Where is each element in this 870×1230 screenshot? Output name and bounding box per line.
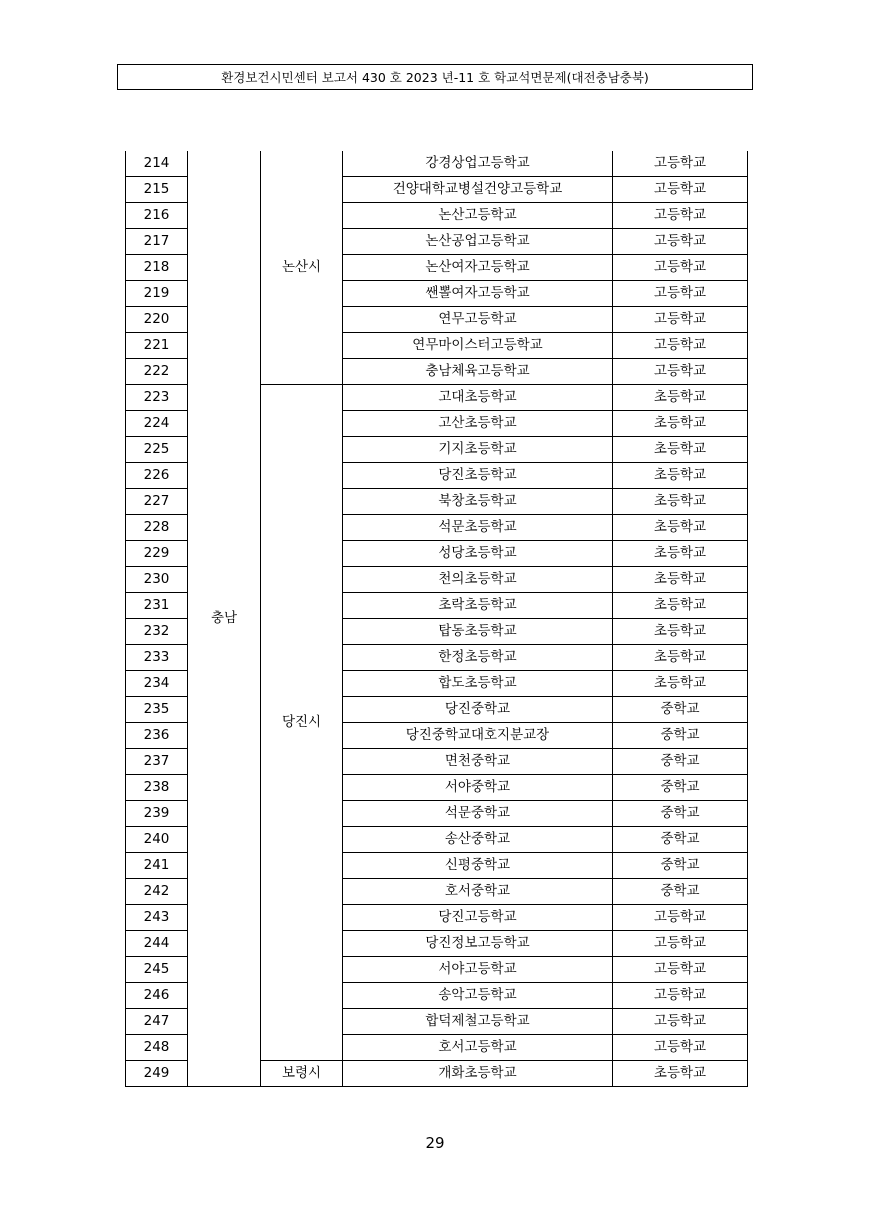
row-number-cell: 237 xyxy=(126,749,188,775)
school-type-cell: 고등학교 xyxy=(613,1009,748,1035)
school-type-cell: 고등학교 xyxy=(613,983,748,1009)
school-type-cell: 고등학교 xyxy=(613,359,748,385)
school-name-cell: 당진중학교대호지분교장 xyxy=(343,723,613,749)
row-number-cell: 230 xyxy=(126,567,188,593)
city-cell: 보령시 xyxy=(261,1061,343,1087)
row-number-cell: 219 xyxy=(126,281,188,307)
school-name-cell: 석문중학교 xyxy=(343,801,613,827)
school-name-cell: 합도초등학교 xyxy=(343,671,613,697)
school-name-cell: 탑동초등학교 xyxy=(343,619,613,645)
province-cell: 충남 xyxy=(188,151,261,1087)
school-name-cell: 초락초등학교 xyxy=(343,593,613,619)
row-number-cell: 222 xyxy=(126,359,188,385)
school-name-cell: 석문초등학교 xyxy=(343,515,613,541)
school-type-cell: 고등학교 xyxy=(613,957,748,983)
school-type-cell: 초등학교 xyxy=(613,515,748,541)
row-number-cell: 217 xyxy=(126,229,188,255)
school-type-cell: 고등학교 xyxy=(613,281,748,307)
school-type-cell: 초등학교 xyxy=(613,567,748,593)
city-cell: 논산시 xyxy=(261,151,343,385)
school-name-cell: 성당초등학교 xyxy=(343,541,613,567)
school-type-cell: 초등학교 xyxy=(613,411,748,437)
row-number-cell: 245 xyxy=(126,957,188,983)
school-type-cell: 중학교 xyxy=(613,749,748,775)
school-name-cell: 당진초등학교 xyxy=(343,463,613,489)
row-number-cell: 234 xyxy=(126,671,188,697)
page-number: 29 xyxy=(425,1134,445,1152)
row-number-cell: 246 xyxy=(126,983,188,1009)
school-type-cell: 초등학교 xyxy=(613,619,748,645)
report-header xyxy=(117,64,753,90)
school-name-cell: 송산중학교 xyxy=(343,827,613,853)
school-name-cell: 당진정보고등학교 xyxy=(343,931,613,957)
row-number-cell: 229 xyxy=(126,541,188,567)
school-type-cell: 고등학교 xyxy=(613,177,748,203)
row-number-cell: 228 xyxy=(126,515,188,541)
school-name-cell: 호서고등학교 xyxy=(343,1035,613,1061)
school-name-cell: 신평중학교 xyxy=(343,853,613,879)
school-type-cell: 고등학교 xyxy=(613,255,748,281)
school-type-cell: 초등학교 xyxy=(613,645,748,671)
school-type-cell: 고등학교 xyxy=(613,307,748,333)
school-type-cell: 초등학교 xyxy=(613,541,748,567)
school-name-cell: 충남체육고등학교 xyxy=(343,359,613,385)
school-name-cell: 개화초등학교 xyxy=(343,1061,613,1087)
row-number-cell: 244 xyxy=(126,931,188,957)
school-name-cell: 천의초등학교 xyxy=(343,567,613,593)
row-number-cell: 239 xyxy=(126,801,188,827)
row-number-cell: 243 xyxy=(126,905,188,931)
school-type-cell: 초등학교 xyxy=(613,671,748,697)
school-type-cell: 고등학교 xyxy=(613,203,748,229)
school-name-cell: 송악고등학교 xyxy=(343,983,613,1009)
row-number-cell: 227 xyxy=(126,489,188,515)
school-type-cell: 초등학교 xyxy=(613,489,748,515)
school-type-cell: 고등학교 xyxy=(613,1035,748,1061)
school-type-cell: 고등학교 xyxy=(613,151,748,177)
row-number-cell: 225 xyxy=(126,437,188,463)
school-name-cell: 연무고등학교 xyxy=(343,307,613,333)
row-number-cell: 242 xyxy=(126,879,188,905)
row-number-cell: 241 xyxy=(126,853,188,879)
row-number-cell: 214 xyxy=(126,151,188,177)
school-type-cell: 고등학교 xyxy=(613,229,748,255)
school-name-cell: 연무마이스터고등학교 xyxy=(343,333,613,359)
row-number-cell: 248 xyxy=(126,1035,188,1061)
row-number-cell: 218 xyxy=(126,255,188,281)
school-name-cell: 호서중학교 xyxy=(343,879,613,905)
school-name-cell: 한정초등학교 xyxy=(343,645,613,671)
school-name-cell: 합덕제철고등학교 xyxy=(343,1009,613,1035)
row-number-cell: 231 xyxy=(126,593,188,619)
school-name-cell: 논산여자고등학교 xyxy=(343,255,613,281)
school-type-cell: 중학교 xyxy=(613,723,748,749)
school-type-cell: 초등학교 xyxy=(613,437,748,463)
school-type-cell: 초등학교 xyxy=(613,463,748,489)
row-number-cell: 236 xyxy=(126,723,188,749)
row-number-cell: 221 xyxy=(126,333,188,359)
school-type-cell: 고등학교 xyxy=(613,333,748,359)
school-type-cell: 초등학교 xyxy=(613,385,748,411)
school-name-cell: 기지초등학교 xyxy=(343,437,613,463)
school-name-cell: 건양대학교병설건양고등학교 xyxy=(343,177,613,203)
row-number-cell: 216 xyxy=(126,203,188,229)
school-type-cell: 초등학교 xyxy=(613,1061,748,1087)
row-number-cell: 240 xyxy=(126,827,188,853)
school-name-cell: 논산공업고등학교 xyxy=(343,229,613,255)
city-cell: 당진시 xyxy=(261,385,343,1061)
row-number-cell: 223 xyxy=(126,385,188,411)
row-number-cell: 220 xyxy=(126,307,188,333)
row-number-cell: 232 xyxy=(126,619,188,645)
school-name-cell: 면천중학교 xyxy=(343,749,613,775)
school-name-cell: 고대초등학교 xyxy=(343,385,613,411)
row-number-cell: 224 xyxy=(126,411,188,437)
school-name-cell: 당진중학교 xyxy=(343,697,613,723)
school-table-body xyxy=(126,151,748,1087)
school-type-cell: 중학교 xyxy=(613,827,748,853)
school-table xyxy=(125,151,748,1087)
row-number-cell: 249 xyxy=(126,1061,188,1087)
school-type-cell: 중학교 xyxy=(613,697,748,723)
school-type-cell: 고등학교 xyxy=(613,931,748,957)
school-type-cell: 중학교 xyxy=(613,801,748,827)
school-name-cell: 고산초등학교 xyxy=(343,411,613,437)
table-row xyxy=(126,151,748,177)
report-header-title: 환경보건시민센터 보고서 430 호 2023 년-11 호 학교석면문제(대전충남충북) xyxy=(221,70,649,85)
row-number-cell: 247 xyxy=(126,1009,188,1035)
row-number-cell: 233 xyxy=(126,645,188,671)
row-number-cell: 235 xyxy=(126,697,188,723)
row-number-cell: 215 xyxy=(126,177,188,203)
school-type-cell: 중학교 xyxy=(613,853,748,879)
school-type-cell: 중학교 xyxy=(613,879,748,905)
school-name-cell: 당진고등학교 xyxy=(343,905,613,931)
school-name-cell: 강경상업고등학교 xyxy=(343,151,613,177)
school-type-cell: 고등학교 xyxy=(613,905,748,931)
school-name-cell: 서야고등학교 xyxy=(343,957,613,983)
school-name-cell: 쌘뽈여자고등학교 xyxy=(343,281,613,307)
school-type-cell: 초등학교 xyxy=(613,593,748,619)
school-name-cell: 논산고등학교 xyxy=(343,203,613,229)
row-number-cell: 238 xyxy=(126,775,188,801)
row-number-cell: 226 xyxy=(126,463,188,489)
school-name-cell: 북창초등학교 xyxy=(343,489,613,515)
school-name-cell: 서야중학교 xyxy=(343,775,613,801)
school-type-cell: 중학교 xyxy=(613,775,748,801)
